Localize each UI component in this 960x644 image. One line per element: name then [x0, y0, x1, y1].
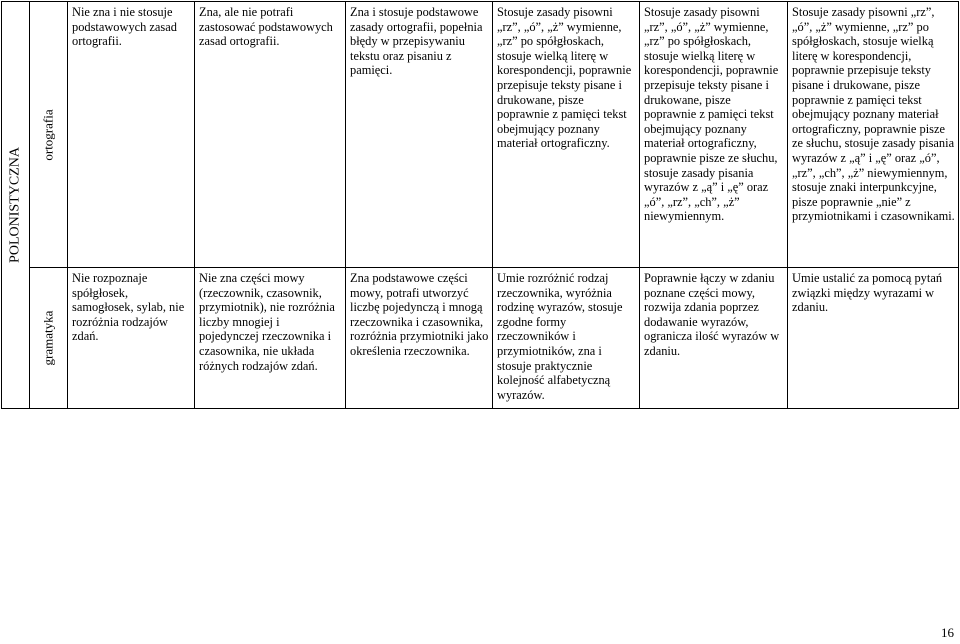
table-cell: [346, 268, 493, 409]
section-label-cell: [2, 2, 30, 409]
table-cell: [640, 2, 788, 268]
cell-text: Umie ustalić za pomocą pytań związki między wyrazami w zdaniu.: [792, 271, 943, 315]
table-cell: [346, 2, 493, 268]
table-row-gramatyka: [2, 268, 959, 409]
cell-text: Zna, ale nie potrafi zastosować podstawowych zasad ortografii.: [199, 5, 333, 49]
table-cell: [68, 268, 195, 409]
cell-text: Stosuje zasady pisowni „rz”, „ó”, „ż” wymienne, „rz” po spółgłoskach, stosuje wielką literę w korespondencji, poprawnie przepisuje teksty pisane i drukowane, pisze poprawnie z pamięci tekst obejmujący poznany materiał ortograficzny, poprawnie pisze ze słuchu, stosuje zasady pisania wyrazów z „ą” i „ę” oraz „ó”, „rz”, „ch”, „ż” niewymiennym.: [644, 5, 779, 224]
row-label-cell: [30, 268, 68, 409]
row-label-gramatyka: gramatyka: [40, 310, 56, 366]
table-cell: [640, 268, 788, 409]
table-cell: [788, 268, 959, 409]
table-cell: [493, 2, 640, 268]
cell-text: Stosuje zasady pisowni „rz”, „ó”, „ż” wymienne, „rz” po spółgłoskach, stosuje wielką literę w korespondencji, poprawnie przepisuje teksty pisane i drukowane, pisze poprawnie z pamięci tekst obejmujący poznany materiał ortograficzny.: [497, 5, 632, 151]
cell-text: Nie zna części mowy (rzeczownik, czasownik, przymiotnik), nie rozróżnia liczby mnogiej i pojedynczej rzeczownika i czasownika, nie układa różnych rodzajów zdań.: [199, 271, 335, 373]
grading-criteria-table: [1, 1, 959, 409]
cell-text: Zna podstawowe części mowy, potrafi utworzyć liczbę pojedynczą i mnogą rzeczownika i czasownika, rozróżnia przymiotniki jako określenia rzeczownika.: [350, 271, 489, 358]
cell-text: Nie zna i nie stosuje podstawowych zasad ortografii.: [72, 5, 177, 49]
table-cell: [493, 268, 640, 409]
row-label-ortografia: ortografia: [40, 108, 56, 161]
table-cell: [788, 2, 959, 268]
table-cell: [195, 268, 346, 409]
table-cell: [195, 2, 346, 268]
page-number: 16: [941, 625, 954, 640]
cell-text: Zna i stosuje podstawowe zasady ortografii, popełnia błędy w przepisywaniu tekstu oraz pisaniu z pamięci.: [350, 5, 483, 78]
section-label: POLONISTYCZNA: [7, 147, 23, 263]
table-row-ortografia: [2, 2, 959, 268]
cell-text: Nie rozpoznaje spółgłosek, samogłosek, sylab, nie rozróżnia rodzajów zdań.: [72, 271, 185, 344]
table-cell: [68, 2, 195, 268]
cell-text: Stosuje zasady pisowni „rz”, „ó”, „ż” wymienne, „rz” po spółgłoskach, stosuje wielką literę w korespondencji, poprawnie przepisuje teksty pisane i drukowane, pisze poprawnie z pamięci tekst obejmujący poznany materiał ortograficzny, poprawnie pisze ze słuchu, stosuje zasady pisania wyrazów z „ą” i „ę” oraz „ó”, „rz”, „ch”, „ż” niewymiennym, stosuje znaki interpunkcyjne, pisze poprawnie „nie” z przymiotnikami i czasownikami.: [792, 5, 955, 224]
cell-text: Umie rozróżnić rodzaj rzeczownika, wyróżnia rodzinę wyrazów, stosuje zgodne formy rzeczowników i przymiotników, zna i stosuje praktycznie kolejność alfabetyczną wyrazów.: [497, 271, 623, 402]
cell-text: Poprawnie łączy w zdaniu poznane części mowy, rozwija zdania poprzez dodawanie wyrazów, ogranicza ilość wyrazów w zdaniu.: [644, 271, 780, 358]
row-label-cell: [30, 2, 68, 268]
